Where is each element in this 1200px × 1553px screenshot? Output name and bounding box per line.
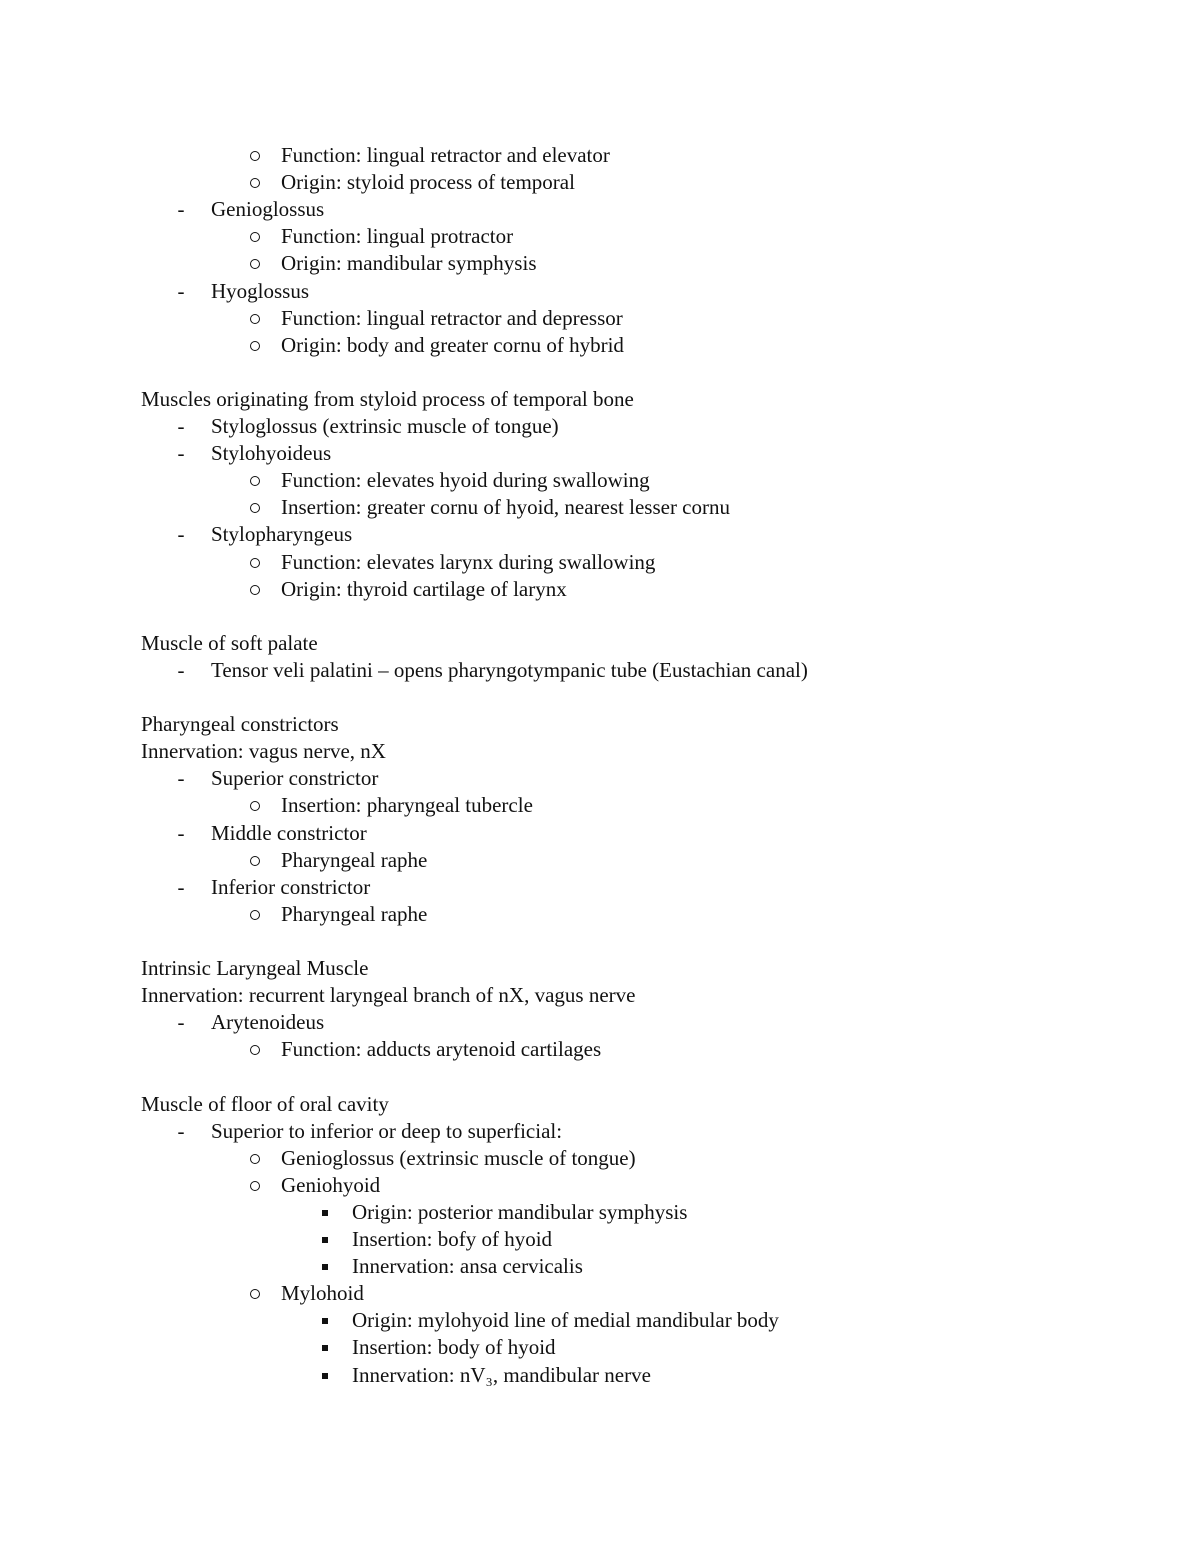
list-item-text: Stylopharyngeus [211,522,353,546]
dash-bullet-icon: - [177,441,185,465]
list-item-text: Function: lingual retractor and elevator [281,143,610,167]
list-item-text: Function: lingual retractor and depressor [281,306,623,330]
list-item-text: Innervation: ansa cervicalis [352,1254,583,1278]
circle-bullet-icon [245,250,265,277]
square-bullet-icon [315,1334,335,1361]
dash-bullet-icon: - [177,522,185,546]
square-bullet-icon [315,1307,335,1334]
circle-bullet-icon [245,467,265,494]
list-item-text: Pharyngeal raphe [281,902,428,926]
square-bullet-icon [315,1199,335,1226]
list-item-text: Origin: posterior mandibular symphysis [352,1200,688,1224]
list-item-text: Inferior constrictor [211,875,371,899]
list-item-text: Geniohyoid [281,1173,381,1197]
list-item-text: Stylohyoideus [211,441,332,465]
list-item-text: Superior constrictor [211,766,379,790]
square-bullet-icon [315,1362,335,1389]
section-heading: Intrinsic Laryngeal Muscle [141,956,369,980]
list-item-text: Function: adducts arytenoid cartilages [281,1037,602,1061]
dash-bullet-icon: - [177,279,185,303]
list-item-text: Origin: styloid process of temporal [281,170,575,194]
dash-bullet-icon: - [177,766,185,790]
list-item-text: Function: elevates larynx during swallowing [281,550,656,574]
section-heading: Pharyngeal constrictors [141,712,339,736]
list-item-text: Innervation: nV₃, mandibular nerve [352,1363,651,1387]
circle-bullet-icon [245,1172,265,1199]
list-item-text: Origin: body and greater cornu of hybrid [281,333,624,357]
dash-bullet-icon: - [177,658,185,682]
list-item-text: Middle constrictor [211,821,367,845]
list-item-text: Tensor veli palatini – opens pharyngotympanic tube (Eustachian canal) [211,658,808,682]
circle-bullet-icon [245,169,265,196]
circle-bullet-icon [245,1036,265,1063]
dash-bullet-icon: - [177,821,185,845]
list-item-text: Pharyngeal raphe [281,848,428,872]
circle-bullet-icon [245,1145,265,1172]
dash-bullet-icon: - [177,1010,185,1034]
section-heading: Muscles originating from styloid process of temporal bone [141,387,634,411]
circle-bullet-icon [245,1280,265,1307]
circle-bullet-icon [245,901,265,928]
list-item-text: Genioglossus (extrinsic muscle of tongue) [281,1146,636,1170]
list-item-text: Styloglossus (extrinsic muscle of tongue) [211,414,559,438]
circle-bullet-icon [245,549,265,576]
list-item-text: Mylohoid [281,1281,364,1305]
circle-bullet-icon [245,576,265,603]
circle-bullet-icon [245,223,265,250]
circle-bullet-icon [245,305,265,332]
list-item-text: Origin: mandibular symphysis [281,251,537,275]
list-item-text: Insertion: body of hyoid [352,1335,556,1359]
square-bullet-icon [315,1253,335,1280]
list-item-text: Arytenoideus [211,1010,325,1034]
square-bullet-icon [315,1226,335,1253]
list-item-text: Hyoglossus [211,279,310,303]
list-item-text: Insertion: pharyngeal tubercle [281,793,533,817]
circle-bullet-icon [245,494,265,521]
circle-bullet-icon [245,142,265,169]
section-heading: Innervation: recurrent laryngeal branch of nX, vagus nerve [141,983,636,1007]
list-item-text: Insertion: bofy of hyoid [352,1227,553,1251]
dash-bullet-icon: - [177,875,185,899]
list-item-text: Genioglossus [211,197,325,221]
dash-bullet-icon: - [177,1119,185,1143]
section-heading: Innervation: vagus nerve, nX [141,739,386,763]
list-item-text: Function: elevates hyoid during swallowing [281,468,650,492]
section-heading: Muscle of soft palate [141,631,318,655]
circle-bullet-icon [245,847,265,874]
circle-bullet-icon [245,332,265,359]
list-item-text: Function: lingual protractor [281,224,514,248]
list-item-text: Superior to inferior or deep to superficial: [211,1119,563,1143]
list-item-text: Origin: mylohyoid line of medial mandibular body [352,1308,779,1332]
list-item-text: Origin: thyroid cartilage of larynx [281,577,567,601]
list-item-text: Insertion: greater cornu of hyoid, nearest lesser cornu [281,495,730,519]
circle-bullet-icon [245,792,265,819]
section-heading: Muscle of floor of oral cavity [141,1092,389,1116]
dash-bullet-icon: - [177,414,185,438]
dash-bullet-icon: - [177,197,185,221]
